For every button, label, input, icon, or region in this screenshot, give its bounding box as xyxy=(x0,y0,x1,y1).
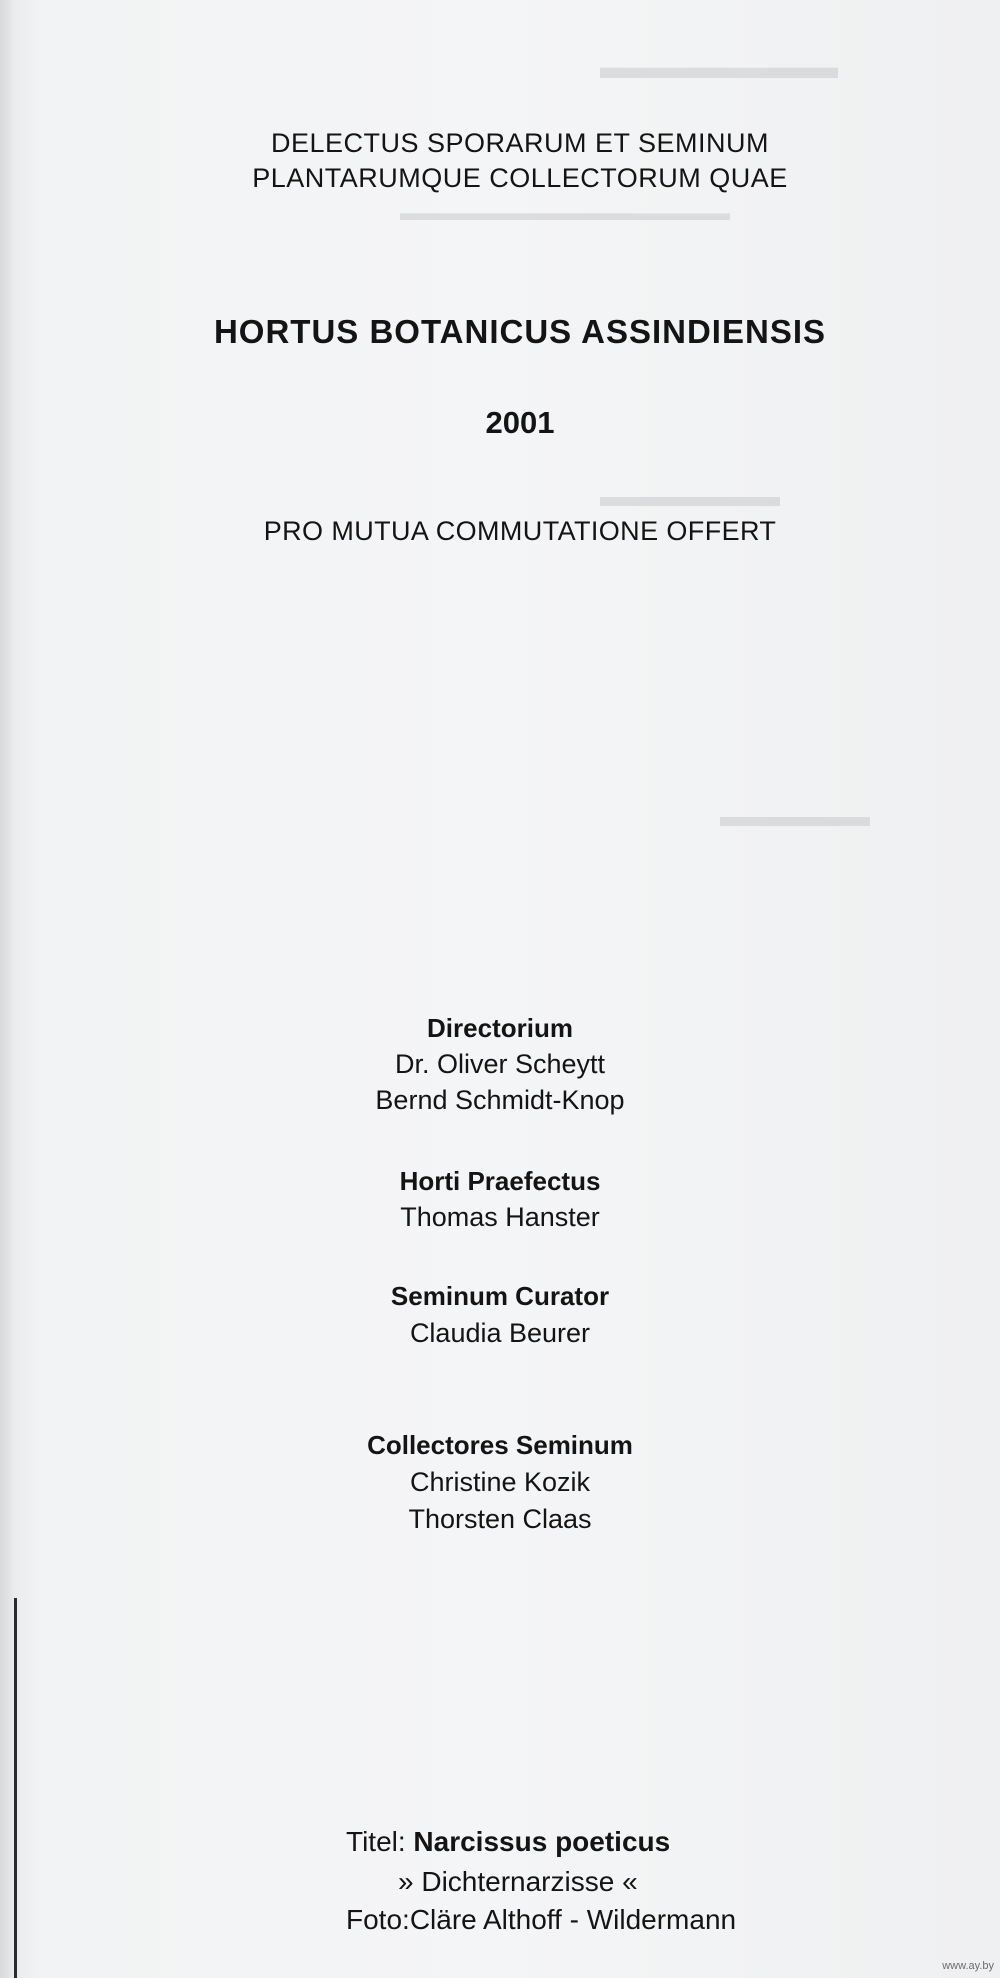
person-name: Thomas Hanster xyxy=(400,1202,600,1232)
person-name: Thorsten Claas xyxy=(408,1504,592,1534)
catalog-header-line-1: DELECTUS SPORARUM ET SEMINUM xyxy=(270,128,770,158)
role-collectores-seminum: Collectores Seminum xyxy=(367,1430,633,1460)
binding-edge xyxy=(14,1598,17,1978)
person-name: Dr. Oliver Scheytt xyxy=(394,1049,606,1079)
binding-shadow xyxy=(0,0,14,1978)
role-horti-praefectus: Horti Praefectus xyxy=(399,1166,601,1196)
show-through-decoration: ▬▬▬▬▬▬▬▬▬▬▬▬▬▬▬ xyxy=(400,200,730,225)
show-through-decoration: ▬▬▬▬▬ xyxy=(720,800,870,833)
person-name: Bernd Schmidt-Knop xyxy=(375,1085,625,1115)
exchange-offer-line: PRO MUTUA COMMUTATIONE OFFERT xyxy=(263,516,777,546)
person-name: Christine Kozik xyxy=(409,1467,591,1497)
cover-common-name: » Dichternarzisse « xyxy=(398,1866,638,1897)
show-through-decoration: ▬▬▬▬▬▬▬ xyxy=(600,48,838,86)
cover-photo-credit xyxy=(346,1904,736,1936)
role-directorium: Directorium xyxy=(427,1013,573,1043)
garden-title: HORTUS BOTANICUS ASSINDIENSIS xyxy=(213,313,827,350)
site-watermark: www.ay.by xyxy=(942,1960,994,1972)
show-through-decoration: ▬▬▬▬▬▬ xyxy=(600,480,780,513)
catalog-header-line-2: PLANTARUMQUE COLLECTORUM QUAE xyxy=(252,163,788,193)
cover-title-label: Titel: xyxy=(346,1826,406,1857)
cover-photo-value: Cläre Althoff - Wildermann xyxy=(409,1904,737,1935)
cover-title-credit xyxy=(346,1826,670,1858)
role-seminum-curator: Seminum Curator xyxy=(390,1281,610,1311)
catalog-year: 2001 xyxy=(485,405,555,440)
cover-title-value: Narcissus poeticus xyxy=(413,1826,671,1857)
person-name: Claudia Beurer xyxy=(409,1318,591,1348)
cover-photo-label: Foto: xyxy=(346,1904,410,1935)
